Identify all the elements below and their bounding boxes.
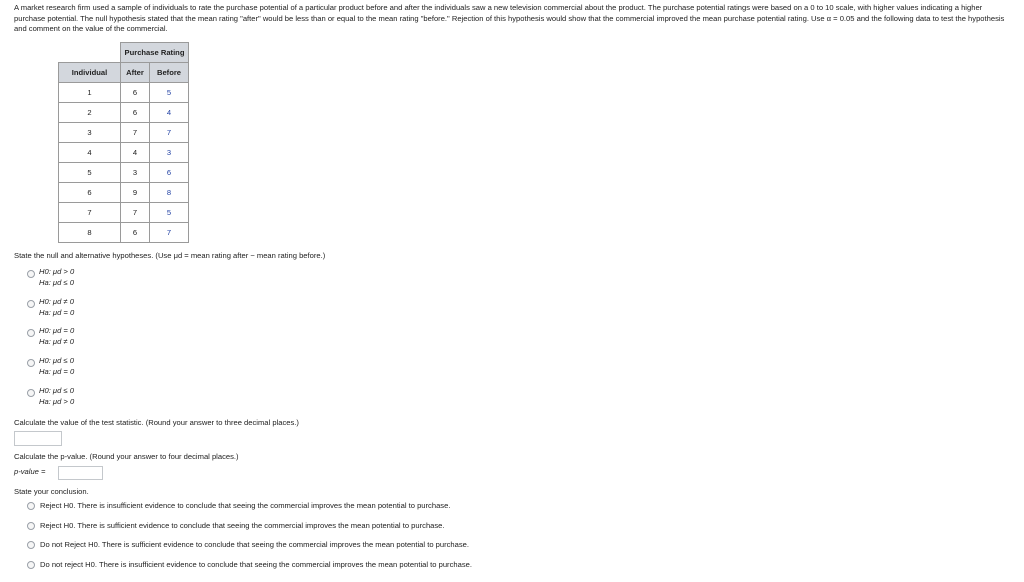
cell-before: 5	[150, 203, 189, 223]
problem-intro: A market research firm used a sample of individuals to rate the purchase potential of a particular product before and after the individuals saw a new television commercial about the product. The purchase potential ratings were based on a 0 to 10 scale, with higher values indicating a higher purchase potential. The null hypothesis stated that the mean rating "after" would be less than or equal to the mean rating "before." Rejection of this hypothesis would show that the commercial improved the mean purchase potential rating. Use α = 0.05 and the following data to test the hypothesis and comment on the value of the commercial.	[14, 3, 1005, 34]
h0-text: H0: μd ≠ 0	[39, 297, 74, 306]
cell-after: 7	[121, 203, 150, 223]
cell-after: 9	[121, 183, 150, 203]
table-row	[59, 223, 189, 243]
cell-individual: 1	[59, 83, 121, 103]
cell-after: 6	[121, 83, 150, 103]
table-row	[59, 123, 189, 143]
purchase-rating-header: Purchase Rating	[121, 43, 189, 63]
cell-individual: 3	[59, 123, 121, 143]
ha-text: Ha: μd ≠ 0	[39, 337, 74, 346]
test-statistic-prompt: Calculate the value of the test statistic. (Round your answer to three decimal places.)	[14, 418, 299, 427]
cell-after: 3	[121, 163, 150, 183]
cell-before: 7	[150, 223, 189, 243]
h0-text: H0: μd = 0	[39, 326, 75, 335]
cell-after: 7	[121, 123, 150, 143]
h0-text: H0: μd ≤ 0	[39, 386, 74, 395]
cell-individual: 8	[59, 223, 121, 243]
radio-button[interactable]	[27, 502, 35, 510]
table-corner	[59, 43, 121, 63]
cell-individual: 2	[59, 103, 121, 123]
conclusion-text: Do not reject H0. There is insufficient evidence to conclude that seeing the commercial improves the mean potential to purchase.	[40, 560, 472, 569]
h0-text: H0: μd ≤ 0	[39, 356, 74, 365]
cell-before: 7	[150, 123, 189, 143]
table-row	[59, 103, 189, 123]
radio-button[interactable]	[27, 541, 35, 549]
radio-button[interactable]	[27, 270, 35, 278]
ha-text: Ha: μd ≤ 0	[39, 278, 74, 287]
cell-before: 5	[150, 83, 189, 103]
col-header-individual: Individual	[59, 63, 121, 83]
col-header-after: After	[121, 63, 150, 83]
table-row	[59, 183, 189, 203]
cell-before: 4	[150, 103, 189, 123]
col-header-before: Before	[150, 63, 189, 83]
ratings-table	[58, 42, 189, 243]
cell-individual: 6	[59, 183, 121, 203]
table-row	[59, 163, 189, 183]
hypotheses-prompt: State the null and alternative hypotheses. (Use μd = mean rating after − mean rating before.)	[14, 251, 326, 260]
cell-individual: 7	[59, 203, 121, 223]
table-row	[59, 203, 189, 223]
conclusion-text: Reject H0. There is sufficient evidence to conclude that seeing the commercial improves the mean potential to purchase.	[40, 521, 445, 530]
radio-button[interactable]	[27, 329, 35, 337]
pvalue-prompt: Calculate the p-value. (Round your answer to four decimal places.)	[14, 452, 239, 461]
cell-after: 6	[121, 223, 150, 243]
cell-after: 6	[121, 103, 150, 123]
radio-button[interactable]	[27, 522, 35, 530]
table-row	[59, 83, 189, 103]
radio-button[interactable]	[27, 389, 35, 397]
conclusion-text: Do not Reject H0. There is sufficient evidence to conclude that seeing the commercial improves the mean potential to purchase.	[40, 540, 469, 549]
conclusion-prompt: State your conclusion.	[14, 487, 89, 496]
radio-button[interactable]	[27, 561, 35, 569]
cell-before: 3	[150, 143, 189, 163]
table-row	[59, 143, 189, 163]
radio-button[interactable]	[27, 300, 35, 308]
cell-after: 4	[121, 143, 150, 163]
cell-individual: 4	[59, 143, 121, 163]
ha-text: Ha: μd = 0	[39, 308, 75, 317]
pvalue-input[interactable]	[58, 466, 103, 480]
cell-individual: 5	[59, 163, 121, 183]
cell-before: 8	[150, 183, 189, 203]
radio-button[interactable]	[27, 359, 35, 367]
conclusion-text: Reject H0. There is insufficient evidence to conclude that seeing the commercial improves the mean potential to purchase.	[40, 501, 451, 510]
ha-text: Ha: μd > 0	[39, 397, 75, 406]
ha-text: Ha: μd = 0	[39, 367, 75, 376]
pvalue-label: p-value =	[14, 467, 46, 476]
cell-before: 6	[150, 163, 189, 183]
h0-text: H0: μd > 0	[39, 267, 75, 276]
test-statistic-input[interactable]	[14, 431, 62, 446]
